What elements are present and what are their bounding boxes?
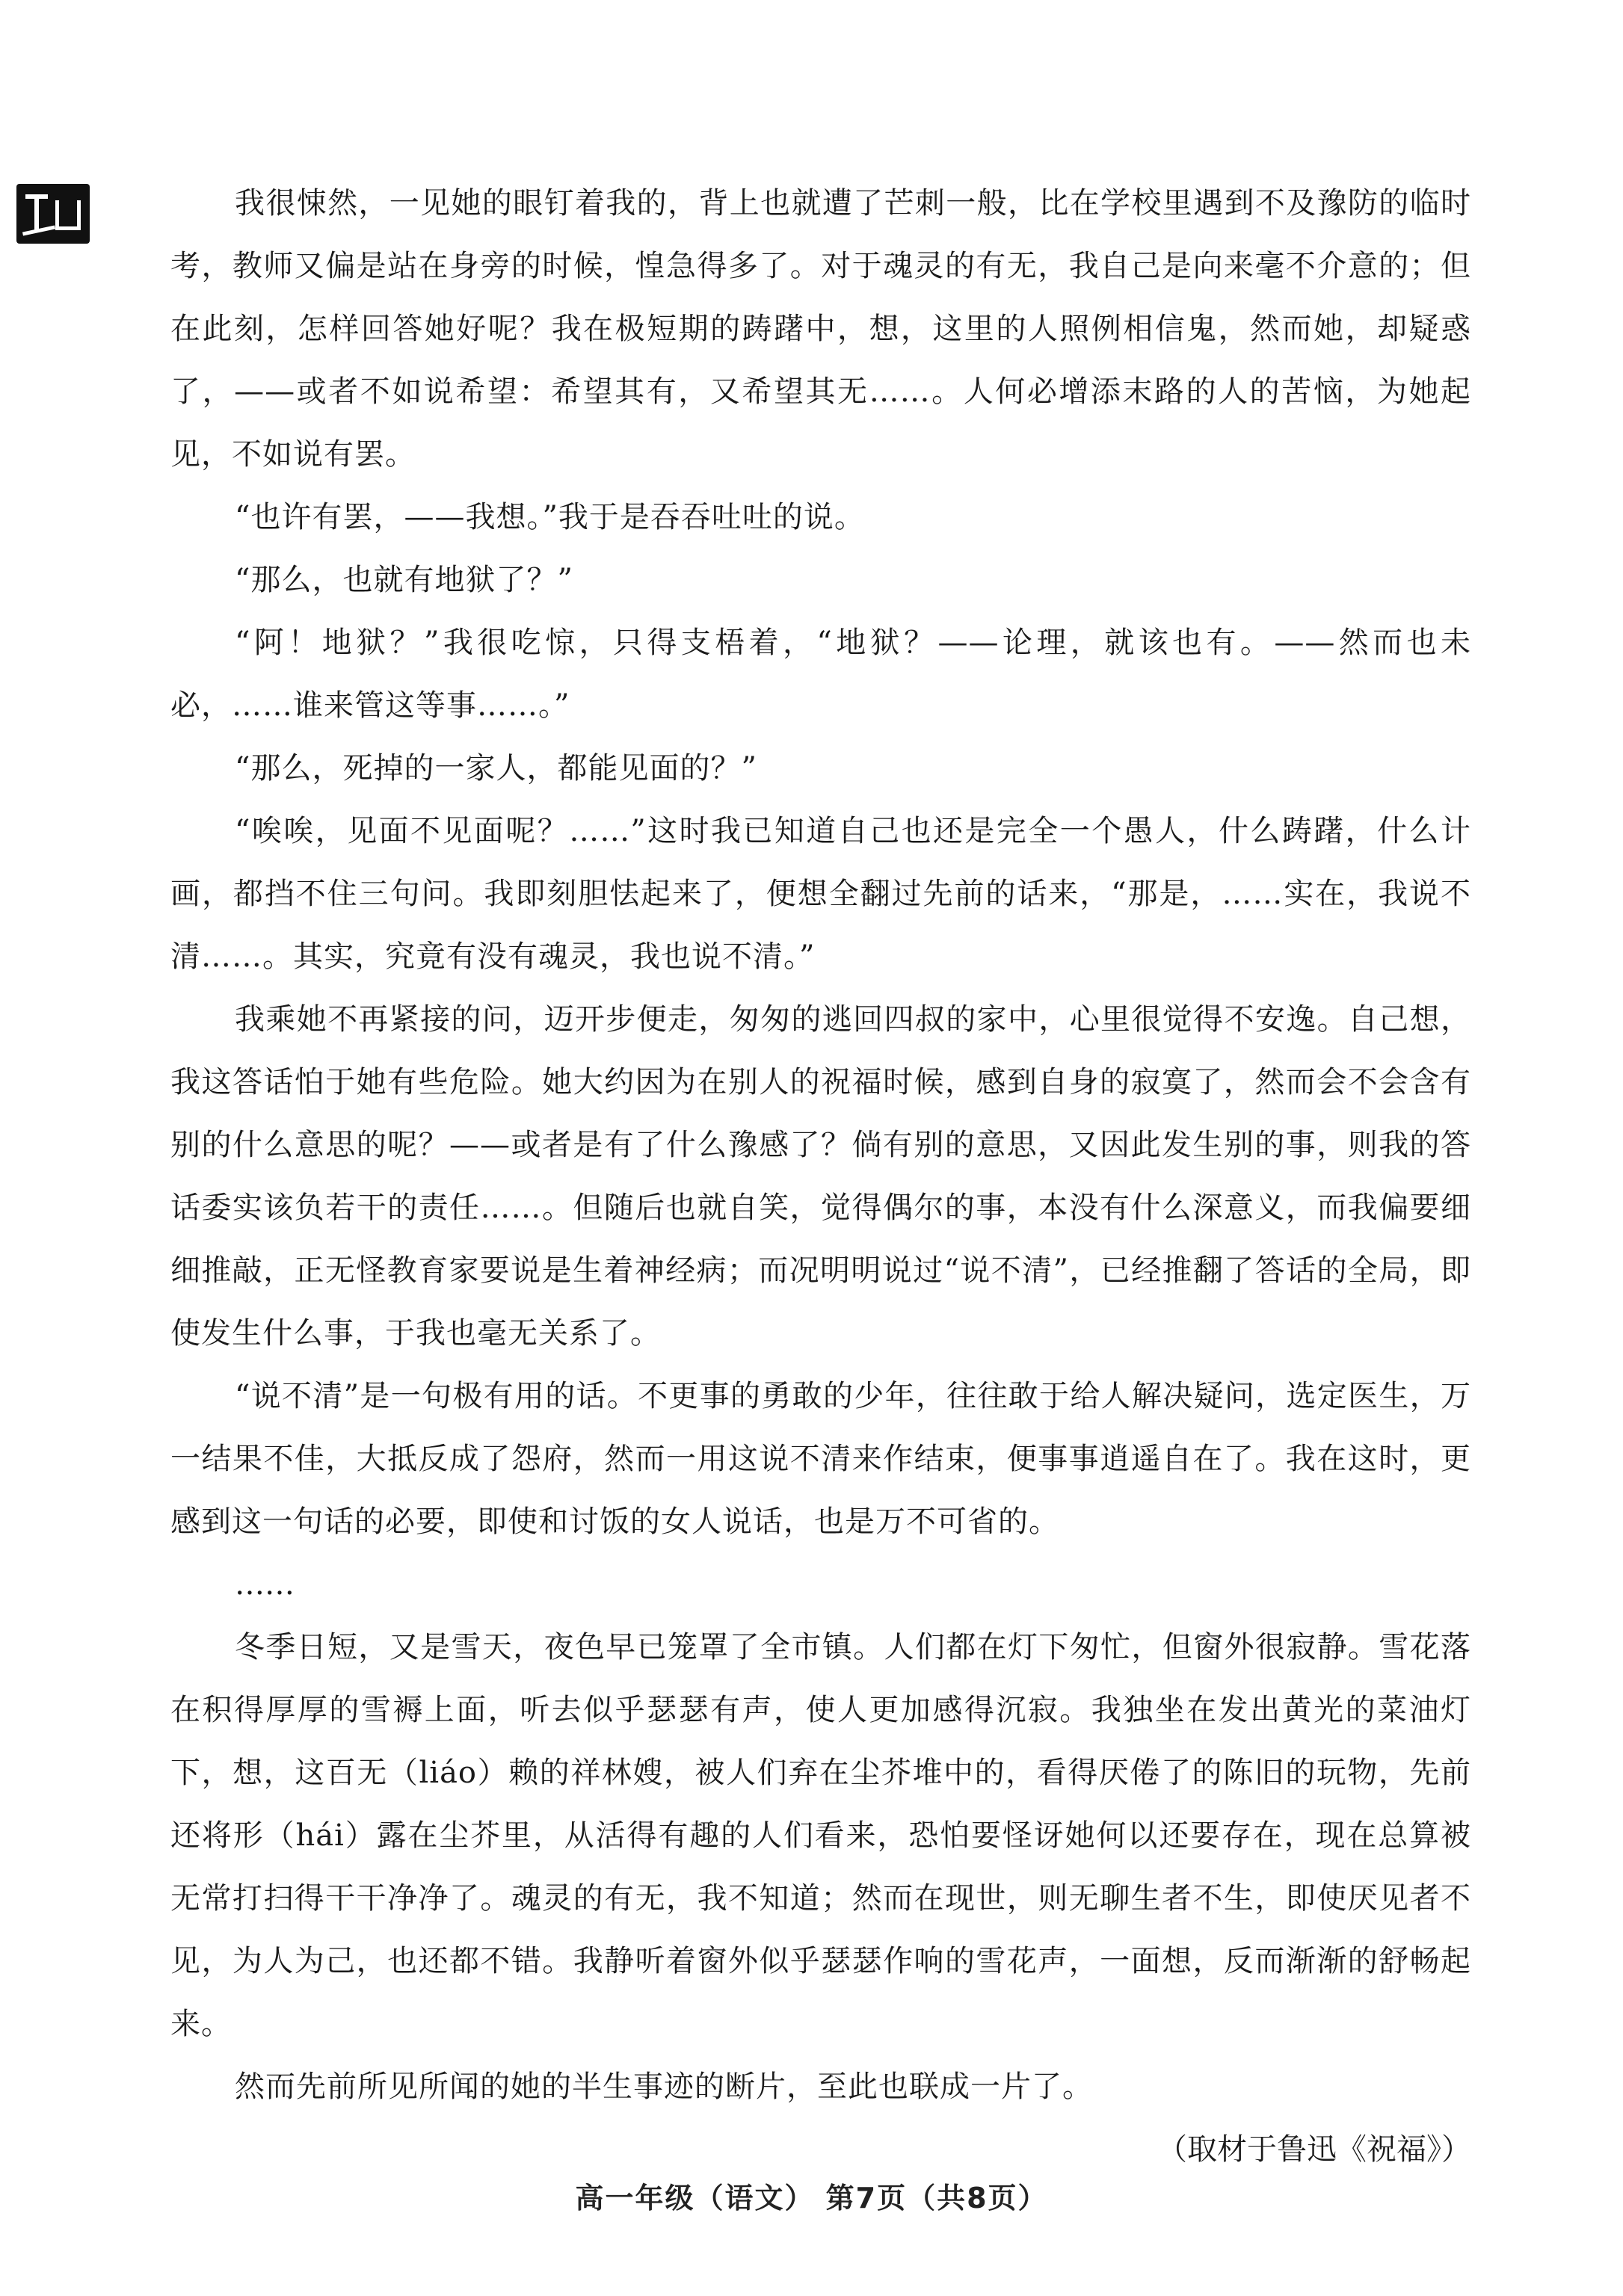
page-footer: 高一年级（语文） 第7页（共8页） [575,2182,1048,2215]
paragraph-10: 然而先前所见所闻的她的半生事迹的断片，至此也联成一片了。 [235,2070,1093,2104]
paragraph-9: 冬季日短，又是雪天，夜色早已笼罩了全市镇。人们都在灯下匆忙，但窗外很寂静。雪花落在积得厚厚的雪褥上面，听去似乎瑟瑟有声，使人更加感得沉寂。我独坐在发出黄光的菜油灯下，想，这百无（liáo）赖的祥林嫂，被人们弃在尘芥堆中的，看得厌倦了的陈旧的玩物，先前还将形（hái）露在尘芥里，从活得有趣的人们看来，恐怕要怪讶她何以还要存在，现在总算被无常打扫得干干净净了。魂灵的有无，我不知道；然而在现世，则无聊生者不生，即使厌见者不见，为人为己，也还都不错。我静听着窗外似乎瑟瑟作响的雪花声，一面想，反而渐渐的舒畅起来。 [170,1630,1471,2041]
paragraph-5: “那么，死掉的一家人，都能见面的？” [235,751,757,786]
paragraph-4: “阿！地狱？”我很吃惊，只得支梧着，“地狱？——论理，就该也有。——然而也未必，……谁来管这等事……。” [170,626,1471,723]
source-citation: （取材于鲁迅《祝福》） [1157,2132,1471,2167]
paragraph-8: “说不清”是一句极有用的话。不更事的勇敢的少年，往往敢于给人解决疑问，选定医生，万一结果不佳，大抵反成了怨府，然而一用这说不清来作结束，便事事逍遥自在了。我在这时，更感到这一句话的必要，即使和讨饭的女人说话，也是万不可省的。 [170,1379,1471,1539]
paragraph-3: “那么，也就有地狱了？” [235,563,573,597]
paragraph-2: “也许有罢，——我想。”我于是吞吞吐吐的说。 [235,500,865,534]
corner-logo-stamp [16,184,90,244]
paragraph-6: “唉唉，见面不见面呢？……”这时我已知道自己也还是完全一个愚人，什么踌躇，什么计画，都挡不住三句问。我即刻胆怯起来了，便想全翻过先前的话来，“那是，……实在，我说不清……。其实，究竟有没有魂灵，我也说不清。” [170,814,1471,974]
paragraph-7: 我乘她不再紧接的问，迈开步便走，匆匆的逃回四叔的家中，心里很觉得不安逸。自己想，我这答话怕于她有些危险。她大约因为在别人的祝福时候，感到自身的寂寞了，然而会不会含有别的什么意思的呢？——或者是有了什么豫感了？倘有别的意思，又因此发生别的事，则我的答话委实该负若干的责任……。但随后也就自笑，觉得偶尔的事，本没有什么深意义，而我偏要细细推敲，正无怪教育家要说是生着神经病；而况明明说过“说不清”，已经推翻了答话的全局，即使发生什么事，于我也毫无关系了。 [170,1002,1471,1351]
omission-ellipsis: …… [235,1567,295,1602]
article-body [170,172,1471,2181]
paragraph-1: 我很悚然，一见她的眼钉着我的，背上也就遭了芒刺一般，比在学校里遇到不及豫防的临时考，教师又偏是站在身旁的时候，惶急得多了。对于魂灵的有无，我自己是向来毫不介意的；但在此刻，怎样回答她好呢？我在极短期的踌躇中，想，这里的人照例相信鬼，然而她，却疑惑了，——或者不如说希望：希望其有，又希望其无……。人何必增添末路的人的苦恼，为她起见，不如说有罢。 [170,186,1471,472]
